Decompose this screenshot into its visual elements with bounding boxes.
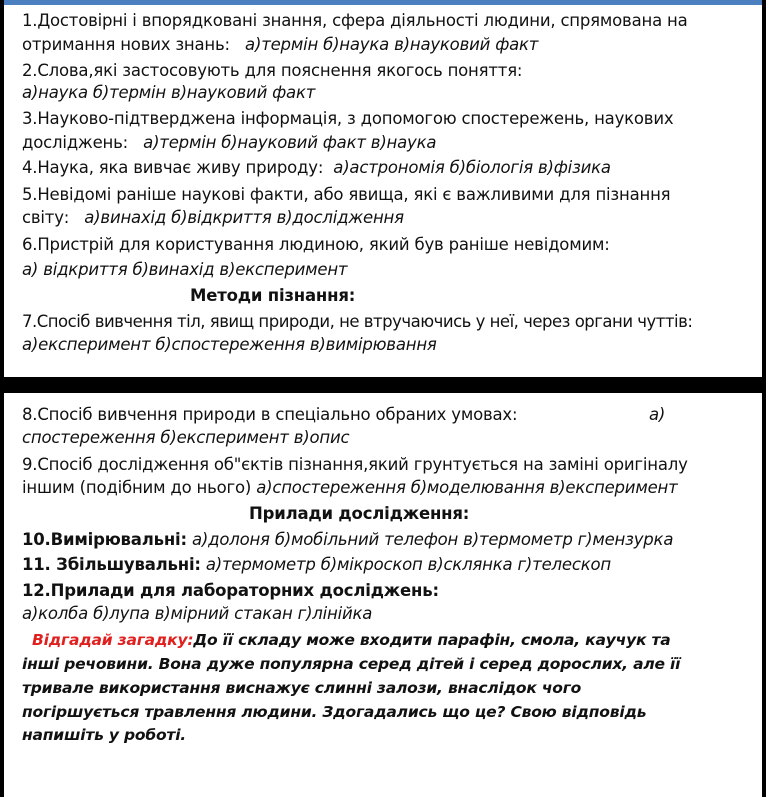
question-8-option-a: а): [649, 405, 666, 424]
riddle-text-2: інші речовини. Вона дуже популярна серед дітей і серед дорослих, але її: [22, 655, 681, 673]
question-1-line2: [22, 35, 538, 55]
question-9-line2: [22, 478, 678, 498]
question-9-options: а)спостереження б)моделювання в)експеримент: [256, 478, 678, 497]
question-9-text: 9.Спосіб дослідження об"єктів пізнання,який грунтується на заміні оригіналу: [22, 455, 688, 474]
question-4-options: а)астрономія б)біологія в)фізика: [333, 158, 611, 177]
question-5-line2: [22, 208, 404, 228]
question-11-line: [22, 555, 611, 575]
worksheet-part-1: [4, 0, 762, 377]
riddle-text-4: погіршується травлення людини. Здогадались що це? Свою відповідь: [22, 703, 647, 721]
question-6-text: 6.Пристрій для користування людиною, який був раніше невідомим:: [22, 235, 610, 254]
question-10-options: а)долоня б)мобільний телефон в)термометр г)мензурка: [191, 530, 674, 549]
question-12-options: а)колба б)лупа в)мірний стакан г)лінійка: [22, 604, 373, 623]
question-2-options: а)наука б)термін в)науковий факт: [22, 83, 316, 102]
question-1-text-end: отримання нових знань:: [22, 35, 230, 54]
riddle-label: Відгадай загадку:: [32, 631, 194, 649]
question-1-options: а)термін б)наука в)науковий факт: [245, 35, 539, 54]
question-8-text: 8.Спосіб вивчення природи в спеціально обраних умовах:: [22, 405, 518, 424]
question-12-label: 12.Прилади для лабораторних досліджень:: [22, 581, 439, 600]
question-5-text-end: світу:: [22, 208, 70, 227]
question-11-options: а)термометр б)мікроскоп в)склянка г)телескоп: [205, 555, 611, 574]
question-3-options: а)термін б)науковий факт в)наука: [143, 133, 437, 152]
question-2-text: 2.Слова,які застосовують для пояснення якогось поняття:: [22, 61, 523, 80]
question-6-options: а) відкриття б)винахід в)експеримент: [22, 260, 348, 279]
question-7-text: 7.Спосіб вивчення тіл, явищ природи, не втручаючись у неї, через органи чуттів:: [22, 312, 693, 331]
section-heading-methods: Методи пізнання:: [190, 286, 356, 305]
riddle-line-1: [32, 630, 671, 650]
question-10-label: 10.Вимірювальні:: [22, 530, 187, 549]
section-heading-instruments: Прилади дослідження:: [249, 504, 470, 523]
question-9-text-end: іншим (подібним до нього): [22, 478, 252, 497]
question-3-text: 3.Науково-підтверджена інформація, з допомогою спостережень, наукових: [22, 109, 674, 128]
question-10-line: [22, 530, 673, 550]
question-8-options: спостереження б)експеримент в)опис: [22, 428, 350, 447]
question-3-text-end: досліджень:: [22, 133, 129, 152]
riddle-text-3: тривале використання виснажує слинні залози, внаслідок чого: [22, 679, 582, 697]
question-4-text: 4.Наука, яка вивчає живу природу:: [22, 158, 324, 177]
riddle-text-5: напишіть у роботі.: [22, 726, 186, 744]
question-4-line: [22, 158, 611, 178]
riddle-text-1: До її складу може входити парафін, смола, каучук та: [193, 631, 671, 649]
question-5-options: а)винахід б)відкриття в)дослідження: [84, 208, 404, 227]
question-5-text: 5.Невідомі раніше наукові факти, або явища, які є важливими для пізнання: [22, 185, 671, 204]
question-3-line2: [22, 133, 436, 153]
question-7-options: а)експеримент б)спостереження в)вимірювання: [22, 335, 437, 354]
question-11-label: 11. Збільшувальні:: [22, 555, 201, 574]
question-1-text: 1.Достовірні і впорядковані знання, сфера діяльності людини, спрямована на: [22, 11, 688, 30]
worksheet-part-2: [4, 393, 762, 797]
